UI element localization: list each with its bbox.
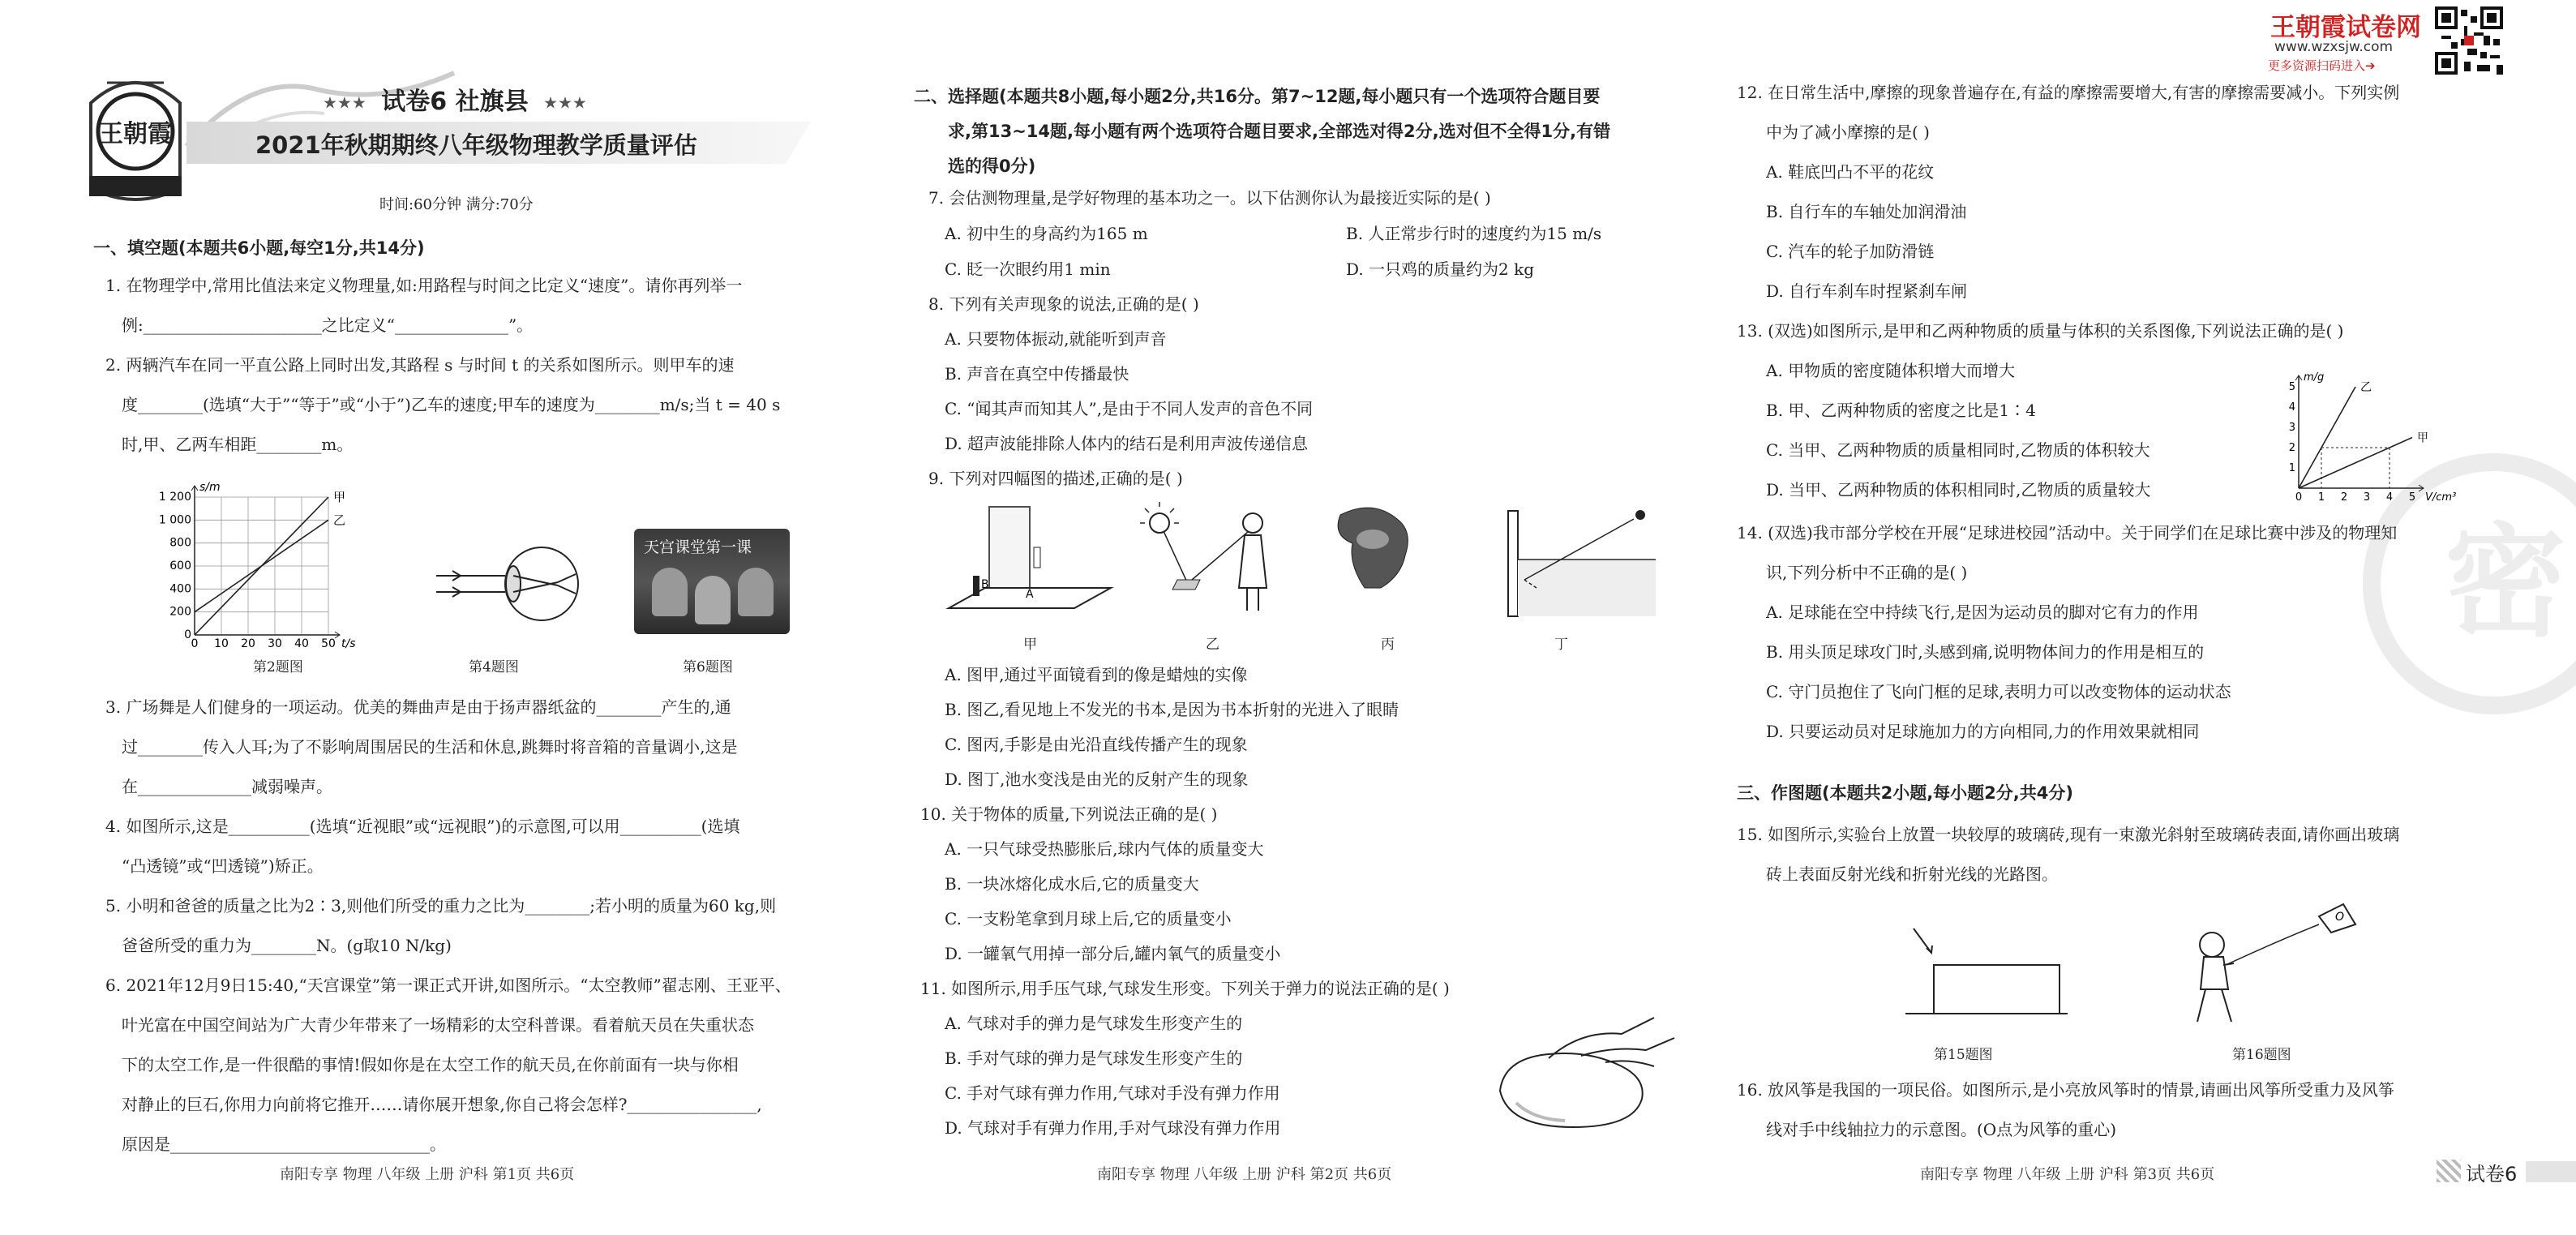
exam-title: 2021年秋期期终八年级物理教学质量评估 [255,131,697,159]
series-label-0: 甲 [333,490,346,504]
q9-figure-yi-reading [1127,499,1289,620]
figure-2-caption: 第2题图 [253,659,303,675]
q9-option-a: A. 图甲,通过平面镜看到的像是蜡烛的实像 [945,665,1248,684]
q11-option-c: C. 手对气球有弹力作用,气球对手没有弹力作用 [945,1083,1280,1103]
q12-line-1: 12. 在日常生活中,摩擦的现象普遍存在,有益的摩擦需要增大,有害的摩擦需要减小。下列实例 [1737,83,2400,102]
q9-label-jia: 甲 [1023,637,1037,653]
q11-option-b: B. 手对气球的弹力是气球发生形变产生的 [945,1048,1243,1068]
q1-line-1: 1. 在物理学中,常用比值法来定义物理量,如:用路程与时间之比定义“速度”。请你再列举一 [105,276,743,295]
q7-option-b: B. 人正常步行时的速度约为15 m/s [1346,224,1602,243]
logo-text: 王朝霞 [99,120,172,148]
q15-line-2: 砖上表面反射光线和折射光线的光路图。 [1766,864,2058,884]
time-info: 时间:60分钟 满分:70分 [379,196,534,213]
figure-4-eye-diagram [428,543,590,624]
figure-6-caption: 第6题图 [683,659,733,675]
q12-option-d: D. 自行车刹车时捏紧刹车闸 [1766,281,1968,301]
q9-figure-jia-mirror-candle [945,499,1115,620]
figure-16-caption: 第16题图 [2232,1047,2291,1063]
x-tick-label-1: 1 [2317,491,2325,504]
figure-16-kite-boy [2181,900,2368,1030]
y-tick-label-3: 600 [169,560,191,572]
x-tick-label-2: 2 [2340,491,2348,504]
q9-option-d: D. 图丁,池水变浅是由光的反射产生的现象 [945,770,1249,789]
q3-line-2: 过________传入人耳;为了不影响周围居民的生活和休息,跳舞时将音箱的音量调小,这是 [122,737,738,757]
figure-15-caption: 第15题图 [1934,1047,1993,1063]
y-axis-label: m/g [2304,371,2325,384]
figure-2-st-graph [146,474,373,661]
page-tag: 试卷6 [2466,1163,2518,1186]
q12-option-b: B. 自行车的车轴处加润滑油 [1766,202,1967,221]
q7-option-a: A. 初中生的身高约为165 m [945,224,1148,243]
y-tick-label-4: 5 [2288,381,2295,393]
y-tick-label-4: 800 [169,536,191,550]
q8-option-c: C. “闻其声而知其人”,是由于不同人发声的音色不同 [945,399,1314,418]
q13-option-c: C. 当甲、乙两种物质的质量相同时,乙物质的体积较大 [1766,440,2150,460]
stars-left: ★★★ [323,92,366,113]
q10-option-d: D. 一罐氧气用掉一部分后,罐内氧气的质量变小 [945,944,1281,963]
y-tick-label-1: 2 [2288,442,2295,454]
y-tick-label-2: 3 [2288,422,2295,434]
q9-option-c: C. 图丙,手影是由光沿直线传播产生的现象 [945,735,1248,754]
x-axis-label: t/s [341,637,356,650]
q13-option-a: A. 甲物质的密度随体积增大而增大 [1766,361,2016,380]
title-row [323,81,587,117]
page-1-footer: 南阳专享 物理 八年级 上册 沪科 第1页 共6页 [280,1166,575,1183]
y-tick-label-2: 400 [169,582,191,596]
astronaut-3 [738,568,774,616]
q16-line-1: 16. 放风筝是我国的一项民俗。如图所示,是小亮放风筝时的情景,请画出风筝所受重力及风筝 [1737,1080,2394,1100]
q4-line-1: 4. 如图所示,这是__________(选填“近视眼”或“远视眼”)的示意图,可以用__________(选填 [105,817,740,836]
page-2-footer: 南阳专享 物理 八年级 上册 沪科 第2页 共6页 [1097,1166,1392,1183]
q14-option-d: D. 只要运动员对足球施加力的方向相同,力的作用效果就相同 [1766,722,2200,741]
q6-line-5: 原因是________________________________。 [122,1134,446,1154]
y-axis-label: s/m [199,481,221,494]
q9-stem: 9. 下列对四幅图的描述,正确的是( ) [928,469,1183,488]
series-label-1: 乙 [333,512,346,528]
q7-option-c: C. 眨一次眼约用1 min [945,259,1111,279]
x-tick-label-1: 10 [214,637,229,650]
figure-15-glass-block [1905,920,2068,1026]
section-1-heading: 一、填空题(本题共6小题,每空1分,共14分) [93,238,425,258]
q12-line-2: 中为了减小摩擦的是( ) [1766,122,1930,142]
page-3-footer: 南阳专享 物理 八年级 上册 沪科 第3页 共6页 [1920,1166,2215,1183]
brand-url: www.wzxsjw.com [2274,39,2394,55]
y-tick-label-6: 1 200 [158,491,191,504]
x-tick-label-5: 5 [2408,491,2416,504]
x-tick-label-0: 0 [191,637,199,650]
series-line-0 [2299,387,2355,488]
q6-line-3: 下的太空工作,是一件很酷的事情!假如你是在太空工作的航天员,在你前面有一块与你相 [122,1055,739,1074]
q15-line-1: 15. 如图所示,实验台上放置一块较厚的玻璃砖,现有一束激光斜射至玻璃砖表面,请你画出玻璃 [1737,825,2400,844]
page-3 [1723,0,2576,1235]
section-2-heading-line-2: 求,第13~14题,每小题有两个选项符合题目要求,全部选对得2分,选对但不全得1分,有错 [948,122,1611,141]
q14-option-b: B. 用头顶足球攻门时,头感到痛,说明物体间力的作用是相互的 [1766,642,2205,662]
q13-option-b: B. 甲、乙两种物质的密度之比是1∶4 [1766,401,2036,420]
q10-option-b: B. 一块冰熔化成水后,它的质量变大 [945,874,1199,894]
astronaut-2 [695,576,731,624]
q8-option-d: D. 超声波能排除人体内的结石是利用声波传递信息 [945,434,1309,453]
q9-figure-ding-pool [1496,499,1658,620]
y-tick-label-0: 1 [2288,462,2295,474]
x-tick-label-0: 0 [2295,491,2303,504]
page-1 [0,0,859,1235]
q14-line-1: 14. (双选)我市部分学校在开展“足球进校园”活动中。关于同学们在足球比赛中涉及的物理知 [1737,523,2398,542]
q14-option-a: A. 足球能在空中持续飞行,是因为运动员的脚对它有力的作用 [1766,602,2199,622]
section-3-heading: 三、作图题(本题共2小题,每小题2分,共4分) [1737,783,2073,803]
q10-option-a: A. 一只气球受热膨胀后,球内气体的质量变大 [945,839,1264,859]
svg-text:B: B [981,578,989,591]
series-line-1 [2299,438,2412,489]
q14-line-2: 识,下列分析中不正确的是( ) [1766,563,1968,582]
q12-option-a: A. 鞋底凹凸不平的花纹 [1766,162,1935,182]
q5-line-2: 爸爸所受的重力为________N。(g取10 N/kg) [122,936,452,955]
section-2-heading-line-3: 选的得0分) [948,157,1036,176]
brand-name: 王朝霞试卷网 [2270,13,2421,42]
q11-figure-balloon-hand [1484,1014,1678,1139]
q9-figure-bing-hand-shadow [1324,499,1438,604]
qr-code-icon[interactable] [2435,6,2503,75]
q9-label-yi: 乙 [1206,637,1219,653]
q14-option-c: C. 守门员抱住了飞向门框的足球,表明力可以改变物体的运动状态 [1766,682,2231,701]
q6-line-2: 叶光富在中国空间站为广大青少年带来了一场精彩的太空科普课。看着航天员在失重状态 [122,1015,754,1035]
q13-option-d: D. 当甲、乙两种物质的体积相同时,乙物质的质量较大 [1766,480,2151,500]
q8-option-a: A. 只要物体振动,就能听到声音 [945,329,1167,349]
section-2-heading-line-1: 二、选择题(本题共8小题,每小题2分,共16分。第7~12题,每小题只有一个选项符合题目要 [914,87,1601,106]
y-tick-label-1: 200 [169,605,191,619]
q1-line-2: 例:______________________之比定义“______________”。 [122,315,534,335]
q3-line-3: 在______________减弱噪声。 [122,777,332,796]
y-tick-label-5: 1 000 [158,513,191,527]
q9-label-bing: 丙 [1381,637,1395,653]
x-axis-label: V/cm³ [2425,491,2457,504]
q7-option-d: D. 一只鸡的质量约为2 kg [1346,259,1535,279]
series-label-0: 乙 [2360,381,2372,394]
x-tick-label-5: 50 [321,637,336,650]
q3-line-1: 3. 广场舞是人们健身的一项运动。优美的舞曲声是由于扬声器纸盆的________产生的,通 [105,697,731,717]
svg-text:A: A [1026,588,1034,601]
x-tick-label-3: 30 [268,637,282,650]
figure-4-caption: 第4题图 [469,659,519,675]
paper-title: 试卷6 社旗县 [381,88,529,116]
series-label-1: 甲 [2417,431,2428,445]
x-tick-label-4: 4 [2385,491,2394,504]
svg-text:O: O [2335,911,2345,924]
q8-option-b: B. 声音在真空中传播最快 [945,364,1129,384]
q9-option-b: B. 图乙,看见地上不发光的书本,是因为书本折射的光进入了眼睛 [945,700,1399,719]
q2-line-1: 2. 两辆汽车在同一平直公路上同时出发,其路程 s 与时间 t 的关系如图所示。则甲车的速 [105,355,735,375]
x-tick-label-4: 40 [294,637,309,650]
q11-stem: 11. 如图所示,用手压气球,气球发生形变。下列关于弹力的说法正确的是( ) [920,979,1450,998]
x-tick-label-2: 20 [241,637,255,650]
q9-label-ding: 丁 [1554,637,1568,653]
q11-option-d: D. 气球对手有弹力作用,手对气球没有弹力作用 [945,1118,1281,1138]
q10-stem: 10. 关于物体的质量,下列说法正确的是( ) [920,804,1218,824]
figure-6-photo [634,529,790,634]
y-tick-label-0: 0 [184,628,191,641]
q4-line-2: “凸透镜”或“凹透镜”)矫正。 [122,856,324,876]
astronaut-1 [652,568,688,616]
brand-slogan: 更多资源扫码进入➔ [2268,58,2376,73]
stars-right: ★★★ [543,92,587,113]
q8-stem: 8. 下列有关声现象的说法,正确的是( ) [928,294,1199,314]
page-tag-decoration [2437,1160,2461,1182]
q11-option-a: A. 气球对手的弹力是气球发生形变产生的 [945,1014,1243,1033]
q7-stem: 7. 会估测物理量,是学好物理的基本功之一。以下估测你认为最接近实际的是( ) [928,188,1491,208]
x-tick-label-3: 3 [2363,491,2371,504]
y-tick-label-3: 4 [2288,401,2295,414]
figure-6-banner: 天宫课堂第一课 [644,538,752,556]
q5-line-1: 5. 小明和爸爸的质量之比为2∶3,则他们所受的重力之比为________;若小明的质量为60 kg,则 [105,896,777,916]
q2-line-3: 时,甲、乙两车相距________m。 [122,435,354,454]
page-tag-bar [2526,1161,2576,1182]
q10-option-c: C. 一支粉笔拿到月球上后,它的质量变小 [945,909,1232,928]
figure-13-mv-graph [2274,369,2457,515]
q13-stem: 13. (双选)如图所示,是甲和乙两种物质的质量与体积的关系图像,下列说法正确的是( ) [1737,321,2344,341]
q6-line-1: 6. 2021年12月9日15:40,“天宫课堂”第一课正式开讲,如图所示。“太空教师”翟志刚、王亚平、 [105,976,791,995]
q12-option-c: C. 汽车的轮子加防滑链 [1766,242,1935,261]
svg-text:密: 密 [2445,512,2567,654]
q16-line-2: 线对手中线轴拉力的示意图。(O点为风筝的重心) [1766,1120,2117,1139]
q6-line-4: 对静止的巨石,你用力向前将它推开……请你展开想象,你自己将会怎样?________________, [122,1095,762,1114]
page-2 [896,0,1715,1235]
q2-line-2: 度________(选填“大于”“等于”或“小于”)乙车的速度;甲车的速度为________m/s;当 t = 40 s [122,395,781,414]
